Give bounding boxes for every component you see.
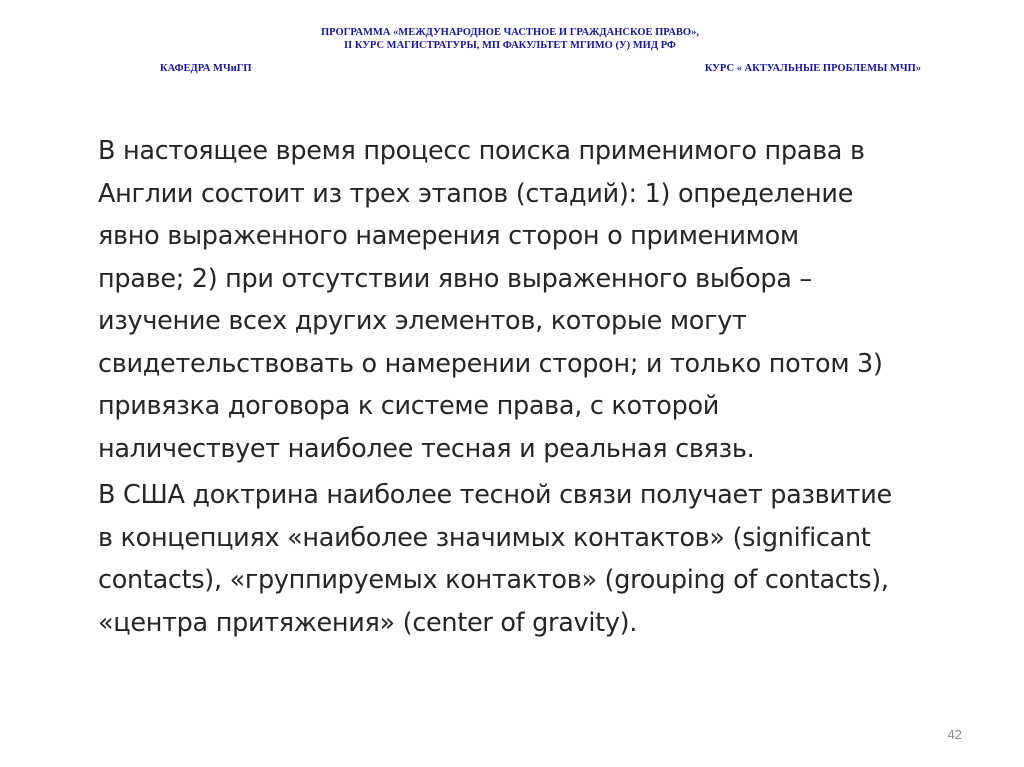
text-line: Англии состоит из трех этапов (стадий): 1) определение (98, 178, 854, 209)
page-number: 42 (947, 727, 962, 742)
text-line: contacts), «группируемых контактов» (grouping of contacts), (98, 565, 889, 595)
text-line: В настоящее время процесс поиска применимого права в (98, 136, 865, 166)
paragraph-england (98, 130, 978, 470)
text-line: праве; 2) при отсутствии явно выраженного выбора – (98, 263, 812, 294)
text-line: привязка договора к системе права, с которой (98, 391, 720, 421)
text-line: В США доктрина наиболее тесной связи получает развитие (98, 480, 892, 510)
program-title-line-2: II КУРС МАГИСТРАТУРЫ, МП ФАКУЛЬТЕТ МГИМО (У) МИД РФ (344, 40, 676, 51)
text-line: наличествует наиболее тесная и реальная связь. (98, 433, 755, 464)
text-line: «центра притяжения» (center of gravity). (98, 607, 638, 638)
paragraph-usa (98, 474, 978, 644)
slide-body (98, 130, 978, 644)
department-label: КАФЕДРА МЧиГП (160, 63, 252, 74)
text-line: в концепциях «наиболее значимых контактов» (significant (98, 522, 871, 553)
text-line: изучение всех других элементов, которые могут (98, 306, 747, 336)
program-header (130, 26, 890, 52)
course-label: КУРС « АКТУАЛЬНЫЕ ПРОБЛЕМЫ МЧП» (704, 63, 921, 74)
text-line: свидетельствовать о намерении сторон; и только потом 3) (98, 348, 883, 379)
text-line: явно выраженного намерения сторон о применимом (98, 221, 799, 251)
program-title-line-1: ПРОГРАММА «МЕЖДУНАРОДНОЕ ЧАСТНОЕ И ГРАЖДАНСКОЕ ПРАВО», (321, 27, 699, 38)
